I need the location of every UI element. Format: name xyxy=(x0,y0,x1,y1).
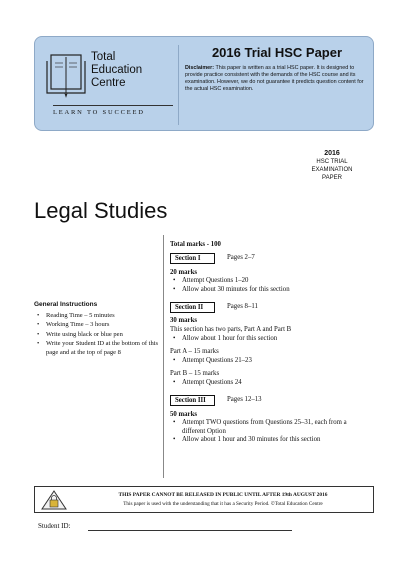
student-id-label: Student ID: xyxy=(38,522,71,530)
disclaimer: Disclaimer: This paper is written as a trial HSC paper. It is designed to provide practice consistent with the demands of the HSC course and its examination. However, we do not guarantee it predicts question content for the actual HSC examination. xyxy=(185,65,364,92)
general-instructions xyxy=(34,301,162,358)
header-banner xyxy=(34,36,374,131)
exam-structure xyxy=(170,241,370,445)
release-date-notice: THIS PAPER CANNOT BE RELEASED IN PUBLIC UNTIL AFTER 19th AUGUST 2016 xyxy=(118,492,328,498)
exam-tag: 2016 HSC TRIAL EXAMINATION PAPER xyxy=(311,150,353,181)
subject-title: Legal Studies xyxy=(34,198,168,223)
section-3-label: Section III xyxy=(170,395,215,406)
section-2-intro: This section has two parts, Part A and Part B xyxy=(170,325,292,333)
section-1-pages: Pages 2–7 xyxy=(227,254,255,262)
logo-tagline: LEARN TO SUCCEED xyxy=(53,109,145,116)
section-3-bullet: • Attempt TWO questions from Questions 25–31, each from a different Option xyxy=(170,419,370,436)
instruction-item: • Reading Time – 5 minutes xyxy=(34,312,162,321)
paper-title: 2016 Trial HSC Paper xyxy=(211,45,343,60)
general-heading: General Instructions xyxy=(34,301,98,308)
section-1-label: Section I xyxy=(170,253,215,264)
section-1-header xyxy=(170,253,370,265)
tec-logo xyxy=(45,47,175,127)
column-divider xyxy=(163,235,164,478)
logo-rule xyxy=(53,105,173,106)
section-3-marks: 50 marks xyxy=(170,410,197,418)
section-3-bullet: • Allow about 1 hour and 30 minutes for this section xyxy=(170,436,370,445)
section-1-marks: 20 marks xyxy=(170,268,197,276)
section-2-header xyxy=(170,301,370,313)
section-3-pages: Pages 12–13 xyxy=(227,396,262,404)
instruction-item: • Write your Student ID at the bottom of this page and at the top of page 8 xyxy=(34,340,162,357)
section-1-bullet: • Allow about 30 minutes for this section xyxy=(170,286,370,295)
security-notice xyxy=(34,486,374,513)
student-id-line[interactable] xyxy=(88,530,292,531)
section-2-bullet: • Allow about 1 hour for this section xyxy=(170,335,370,344)
section-2-pages: Pages 8–11 xyxy=(227,303,258,311)
security-period-notice: This paper is used with the understanding that it has a Security Period. ©Total Education Centre xyxy=(123,501,323,507)
section-1-bullet: • Attempt Questions 1–20 xyxy=(170,277,370,286)
total-marks: Total marks - 100 xyxy=(170,241,221,248)
section-3-header xyxy=(170,395,370,407)
part-b-bullet: • Attempt Questions 24 xyxy=(170,379,370,388)
part-a-label: Part A – 15 marks xyxy=(170,348,219,356)
part-b-label: Part B – 15 marks xyxy=(170,370,220,378)
header-divider xyxy=(178,45,179,125)
instruction-item: • Write using black or blue pen xyxy=(34,331,162,340)
section-2-marks: 30 marks xyxy=(170,317,197,325)
logo-wordmark: Total Education Centre xyxy=(91,51,143,89)
instruction-item: • Working Time – 3 hours xyxy=(34,321,162,330)
part-a-bullet: • Attempt Questions 21–23 xyxy=(170,357,370,366)
open-book-icon xyxy=(45,53,87,99)
section-2-label: Section II xyxy=(170,302,215,313)
padlock-icon xyxy=(41,490,67,510)
